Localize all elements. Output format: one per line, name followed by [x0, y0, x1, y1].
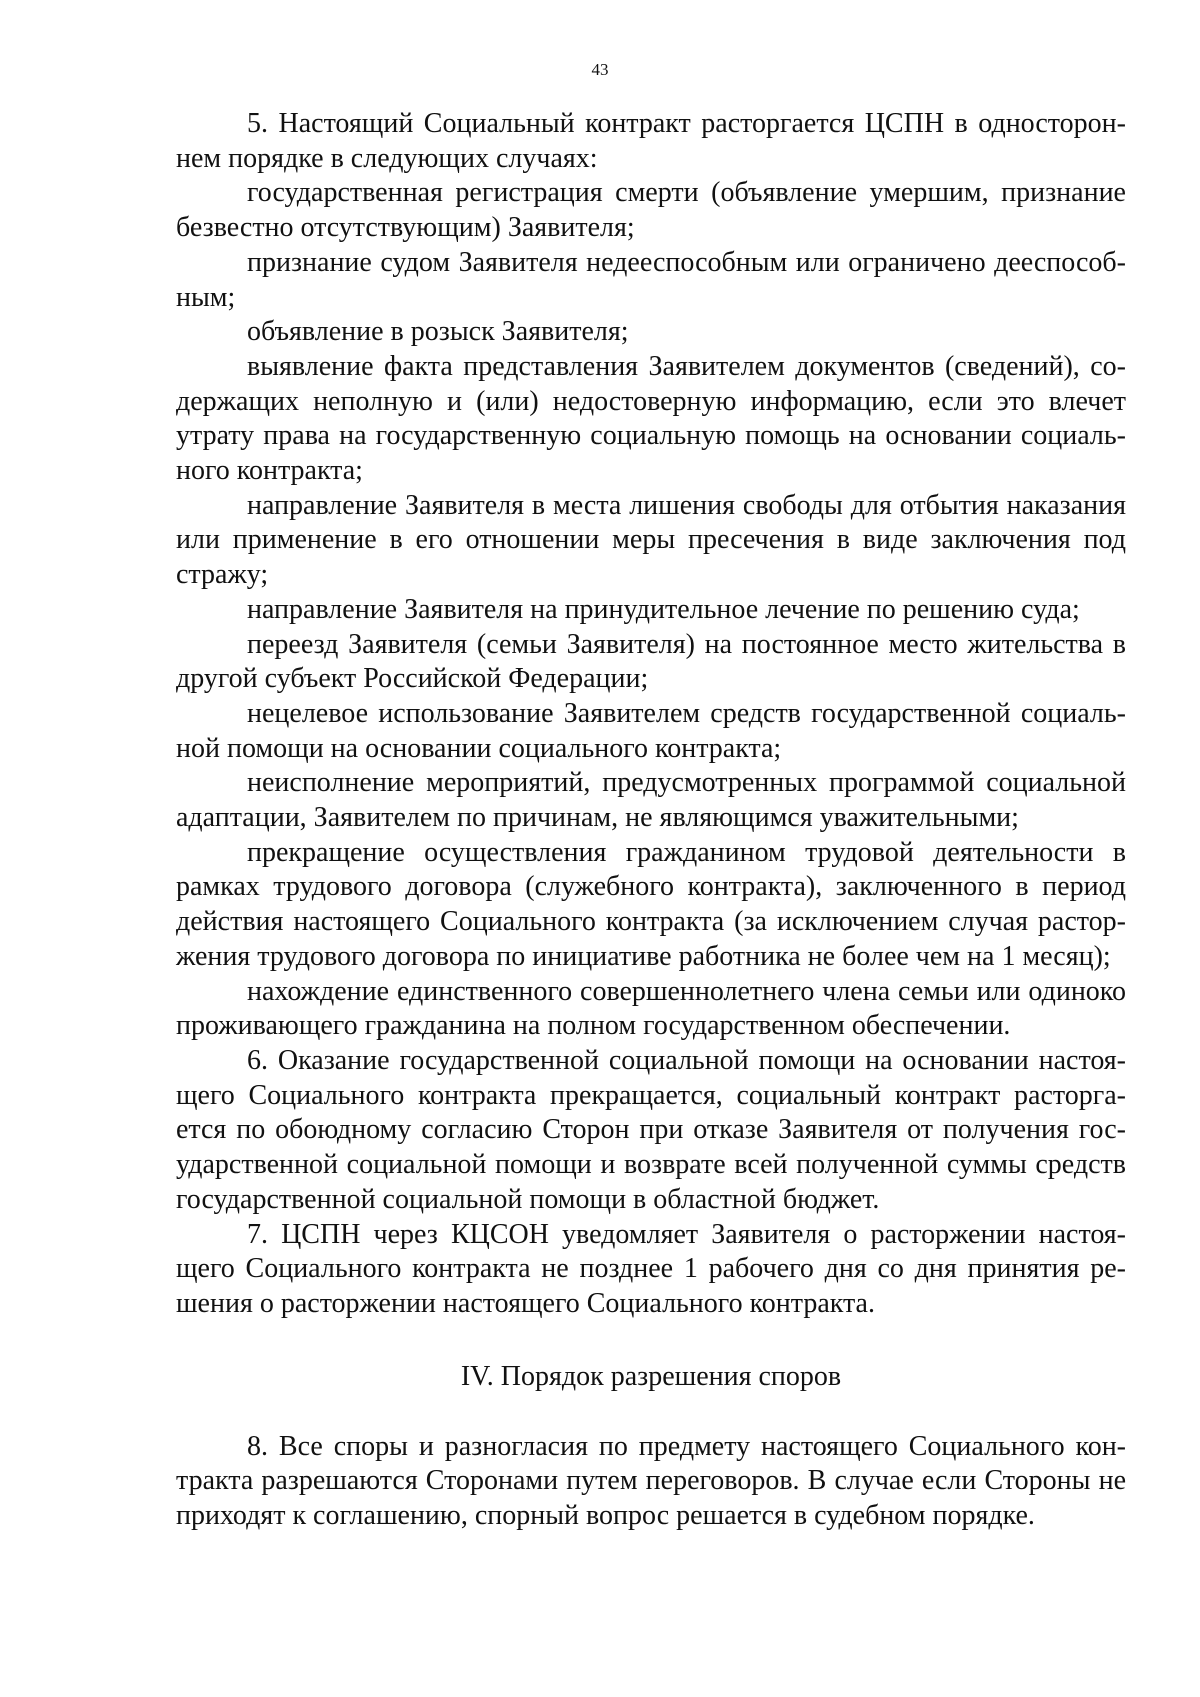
section-heading: IV. Порядок разрешения споров: [460, 1360, 842, 1392]
list-item-program-nonfulfillment: неисполнение мероприятий, предусмотренных программой социальной адаптации, Заявителем по причинам, не являющимся уважительными;: [176, 767, 1126, 834]
list-item-false-documents: выявление факта представления Заявителем документов (сведений), содержащих неполную и (или) недостоверную информацию, если это влечет утрату права на государственную социальную помощь на основании социального контракта;: [176, 350, 1126, 487]
list-item-state-support: нахождение единственного совершеннолетнего члена семьи или одиноко проживающего гражданина на полном государственном обеспечении.: [176, 975, 1126, 1042]
paragraph-6: 6. Оказание государственной социальной помощи на основании настоящего Социального контракта прекращается, социальный контракт расторгается по обоюдному согласию Сторон при отказе Заявителя от получения государственной социальной помощи и возврате всей полученной суммы средств государственной социальной помощи в областной бюджет.: [176, 1044, 1126, 1215]
page-number: 43: [591, 60, 609, 79]
list-item-misuse-of-funds: нецелевое использование Заявителем средств государственной социальной помощи на основании социального контракта;: [176, 697, 1126, 764]
document-body: [176, 107, 1126, 1534]
list-item-imprisonment: направление Заявителя в места лишения свободы для отбытия наказания или применение в его отношении меры пресечения в виде заключения под стражу;: [176, 489, 1126, 591]
list-item-employment-termination: прекращение осуществления гражданином трудовой деятельности в рамках трудового договора (служебного контракта), заключенного в период действия настоящего Социального контракта (за исключением случая расторжения трудового договора по инициативе работника не более чем на 1 месяц);: [176, 836, 1126, 972]
list-item-wanted: объявление в розыск Заявителя;: [247, 316, 629, 348]
paragraph-5: 5. Настоящий Социальный контракт расторгается ЦСПН в одностороннем порядке в следующих случаях:: [176, 108, 1126, 174]
list-item-death-registration: государственная регистрация смерти (объявление умершим, признание безвестно отсутствующим) Заявителя;: [176, 177, 1126, 244]
list-item-incapacity: признание судом Заявителя недееспособным или ограничено дееспособным;: [176, 246, 1126, 313]
list-item-compulsory-treatment: направление Заявителя на принудительное лечение по решению суда;: [247, 593, 1080, 625]
list-item-relocation: переезд Заявителя (семьи Заявителя) на постоянное место жительства в другой субъект Российской Федерации;: [176, 628, 1126, 695]
paragraph-7: 7. ЦСПН через КЦСОН уведомляет Заявителя о расторжении настоящего Социального контракта не позднее 1 рабочего дня со дня принятия решения о расторжении настоящего Социального контракта.: [176, 1218, 1126, 1319]
paragraph-8: 8. Все споры и разногласия по предмету настоящего Социального контракта разрешаются Сторонами путем переговоров. В случае если Стороны не приходят к соглашению, спорный вопрос решается в судебном порядке.: [176, 1430, 1126, 1532]
